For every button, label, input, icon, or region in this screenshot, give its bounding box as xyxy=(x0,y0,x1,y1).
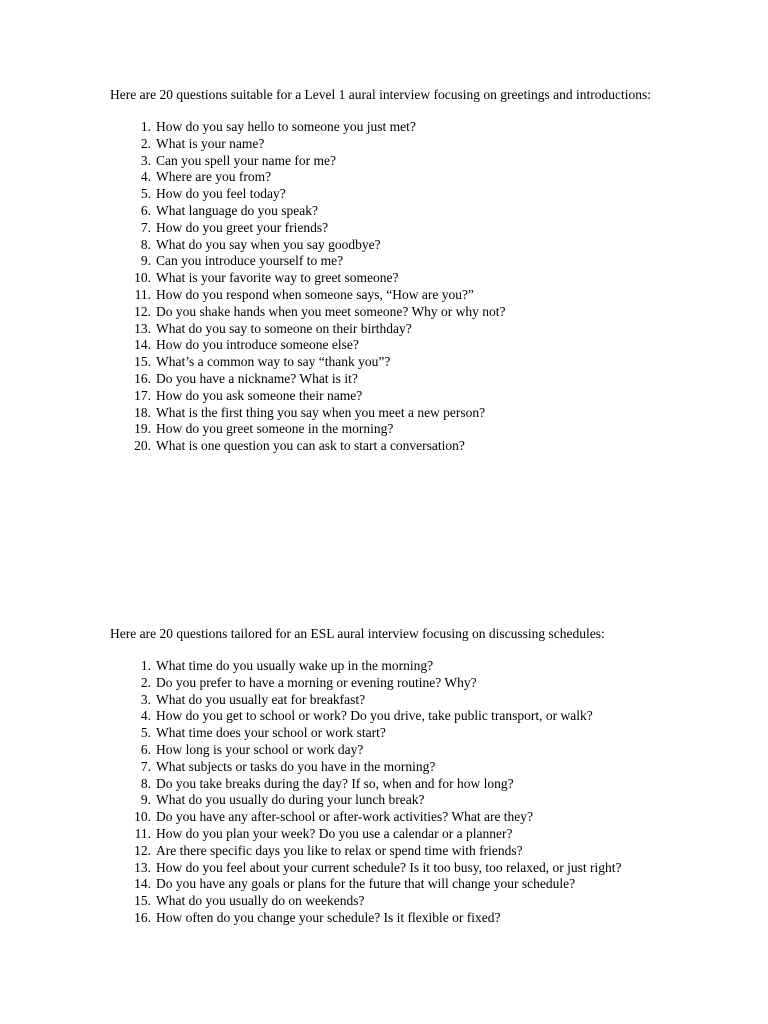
list-item xyxy=(110,405,710,422)
item-text: How do you say hello to someone you just met? xyxy=(156,119,416,134)
list-item xyxy=(110,893,710,910)
item-text: How do you feel today? xyxy=(156,186,286,202)
item-number: 15. xyxy=(134,893,151,909)
item-number: 12. xyxy=(134,842,151,858)
item-number: 4. xyxy=(140,708,151,724)
list-item xyxy=(110,742,710,759)
list-item xyxy=(110,759,710,776)
item-text: What is your name? xyxy=(156,135,265,151)
item-text: What time does your school or work start? xyxy=(156,725,386,741)
item-number: 20. xyxy=(134,438,151,454)
item-text: How do you ask someone their name? xyxy=(156,387,363,403)
item-text: How do you greet someone in the morning? xyxy=(156,421,394,437)
item-text: Do you shake hands when you meet someone? Why or why not? xyxy=(156,303,506,319)
item-number: 8. xyxy=(140,236,151,252)
list-item xyxy=(110,321,710,338)
item-number: 5. xyxy=(140,725,151,741)
item-number: 7. xyxy=(140,219,151,235)
list-item xyxy=(110,860,710,877)
item-text: How long is your school or work day? xyxy=(156,741,364,757)
item-number: 19. xyxy=(134,421,151,437)
list-item xyxy=(110,203,710,220)
item-text: Do you have any after-school or after-work activities? What are they? xyxy=(156,809,534,825)
item-text: What subjects or tasks do you have in the morning? xyxy=(156,758,436,774)
item-text: How often do you change your schedule? Is it flexible or fixed? xyxy=(156,909,501,925)
item-text: How do you introduce someone else? xyxy=(156,337,359,353)
list-item xyxy=(110,253,710,270)
list-item xyxy=(110,388,710,405)
list-item xyxy=(110,876,710,893)
list-item xyxy=(110,186,710,203)
list-item xyxy=(110,237,710,254)
item-number: 18. xyxy=(134,404,151,420)
question-list xyxy=(110,119,710,455)
item-text: What time do you usually wake up in the morning? xyxy=(156,658,434,673)
item-number: 17. xyxy=(134,387,151,403)
item-number: 3. xyxy=(140,152,151,168)
item-text: What do you usually do during your lunch break? xyxy=(156,792,425,808)
list-item xyxy=(110,692,710,709)
list-item xyxy=(110,287,710,304)
item-number: 10. xyxy=(134,270,151,286)
item-number: 5. xyxy=(140,186,151,202)
list-item xyxy=(110,421,710,438)
item-number: 11. xyxy=(134,825,151,841)
list-item xyxy=(110,826,710,843)
item-text: How do you plan your week? Do you use a calendar or a planner? xyxy=(156,825,513,841)
item-number: 1. xyxy=(140,658,151,673)
item-number: 10. xyxy=(134,809,151,825)
item-number: 1. xyxy=(140,119,151,134)
item-text: What’s a common way to say “thank you”? xyxy=(156,354,391,370)
item-text: How do you respond when someone says, “How are you?” xyxy=(156,286,474,302)
item-text: Can you spell your name for me? xyxy=(156,152,336,168)
list-item xyxy=(110,136,710,153)
section-intro: Here are 20 questions tailored for an ESL aural interview focusing on discussing schedules: xyxy=(110,626,605,641)
item-number: 3. xyxy=(140,691,151,707)
item-number: 9. xyxy=(140,253,151,269)
list-item xyxy=(110,438,710,455)
list-item xyxy=(110,792,710,809)
list-item xyxy=(110,910,710,927)
list-item xyxy=(110,304,710,321)
list-item xyxy=(110,354,710,371)
list-item xyxy=(110,119,710,136)
item-number: 16. xyxy=(134,909,151,925)
item-text: How do you get to school or work? Do you drive, take public transport, or walk? xyxy=(156,708,593,724)
item-text: What do you usually eat for breakfast? xyxy=(156,691,366,707)
item-text: Do you prefer to have a morning or evening routine? Why? xyxy=(156,674,477,690)
item-text: How do you feel about your current schedule? Is it too busy, too relaxed, or just right? xyxy=(156,859,622,875)
item-number: 11. xyxy=(134,286,151,302)
list-item xyxy=(110,725,710,742)
item-number: 6. xyxy=(140,202,151,218)
item-text: What is your favorite way to greet someone? xyxy=(156,270,399,286)
item-number: 16. xyxy=(134,370,151,386)
item-number: 2. xyxy=(140,135,151,151)
list-item xyxy=(110,708,710,725)
item-number: 13. xyxy=(134,320,151,336)
list-item xyxy=(110,270,710,287)
item-number: 4. xyxy=(140,169,151,185)
item-text: How do you greet your friends? xyxy=(156,219,329,235)
item-number: 7. xyxy=(140,758,151,774)
question-list xyxy=(110,658,710,927)
item-text: What do you say to someone on their birthday? xyxy=(156,320,412,336)
item-text: Where are you from? xyxy=(156,169,272,185)
item-text: What language do you speak? xyxy=(156,202,318,218)
item-number: 14. xyxy=(134,337,151,353)
section-intro: Here are 20 questions suitable for a Level 1 aural interview focusing on greetings and introductions: xyxy=(110,87,651,102)
list-item xyxy=(110,776,710,793)
schedules-section xyxy=(110,625,710,927)
item-text: What is one question you can ask to start a conversation? xyxy=(156,438,465,454)
list-item xyxy=(110,371,710,388)
list-item xyxy=(110,153,710,170)
item-text: Are there specific days you like to relax or spend time with friends? xyxy=(156,842,523,858)
list-item xyxy=(110,843,710,860)
item-number: 15. xyxy=(134,354,151,370)
item-number: 9. xyxy=(140,792,151,808)
item-number: 12. xyxy=(134,303,151,319)
list-item xyxy=(110,337,710,354)
item-text: What do you say when you say goodbye? xyxy=(156,236,381,252)
item-number: 8. xyxy=(140,775,151,791)
list-item xyxy=(110,658,710,675)
list-item xyxy=(110,169,710,186)
item-text: Do you have any goals or plans for the future that will change your schedule? xyxy=(156,876,576,892)
item-text: Do you have a nickname? What is it? xyxy=(156,370,358,386)
item-text: What is the first thing you say when you meet a new person? xyxy=(156,404,486,420)
greetings-section xyxy=(110,86,710,455)
list-item xyxy=(110,220,710,237)
item-number: 2. xyxy=(140,674,151,690)
item-text: Do you take breaks during the day? If so, when and for how long? xyxy=(156,775,514,791)
item-number: 6. xyxy=(140,741,151,757)
item-text: What do you usually do on weekends? xyxy=(156,893,365,909)
list-item xyxy=(110,809,710,826)
item-number: 13. xyxy=(134,859,151,875)
item-number: 14. xyxy=(134,876,151,892)
list-item xyxy=(110,675,710,692)
item-text: Can you introduce yourself to me? xyxy=(156,253,344,269)
